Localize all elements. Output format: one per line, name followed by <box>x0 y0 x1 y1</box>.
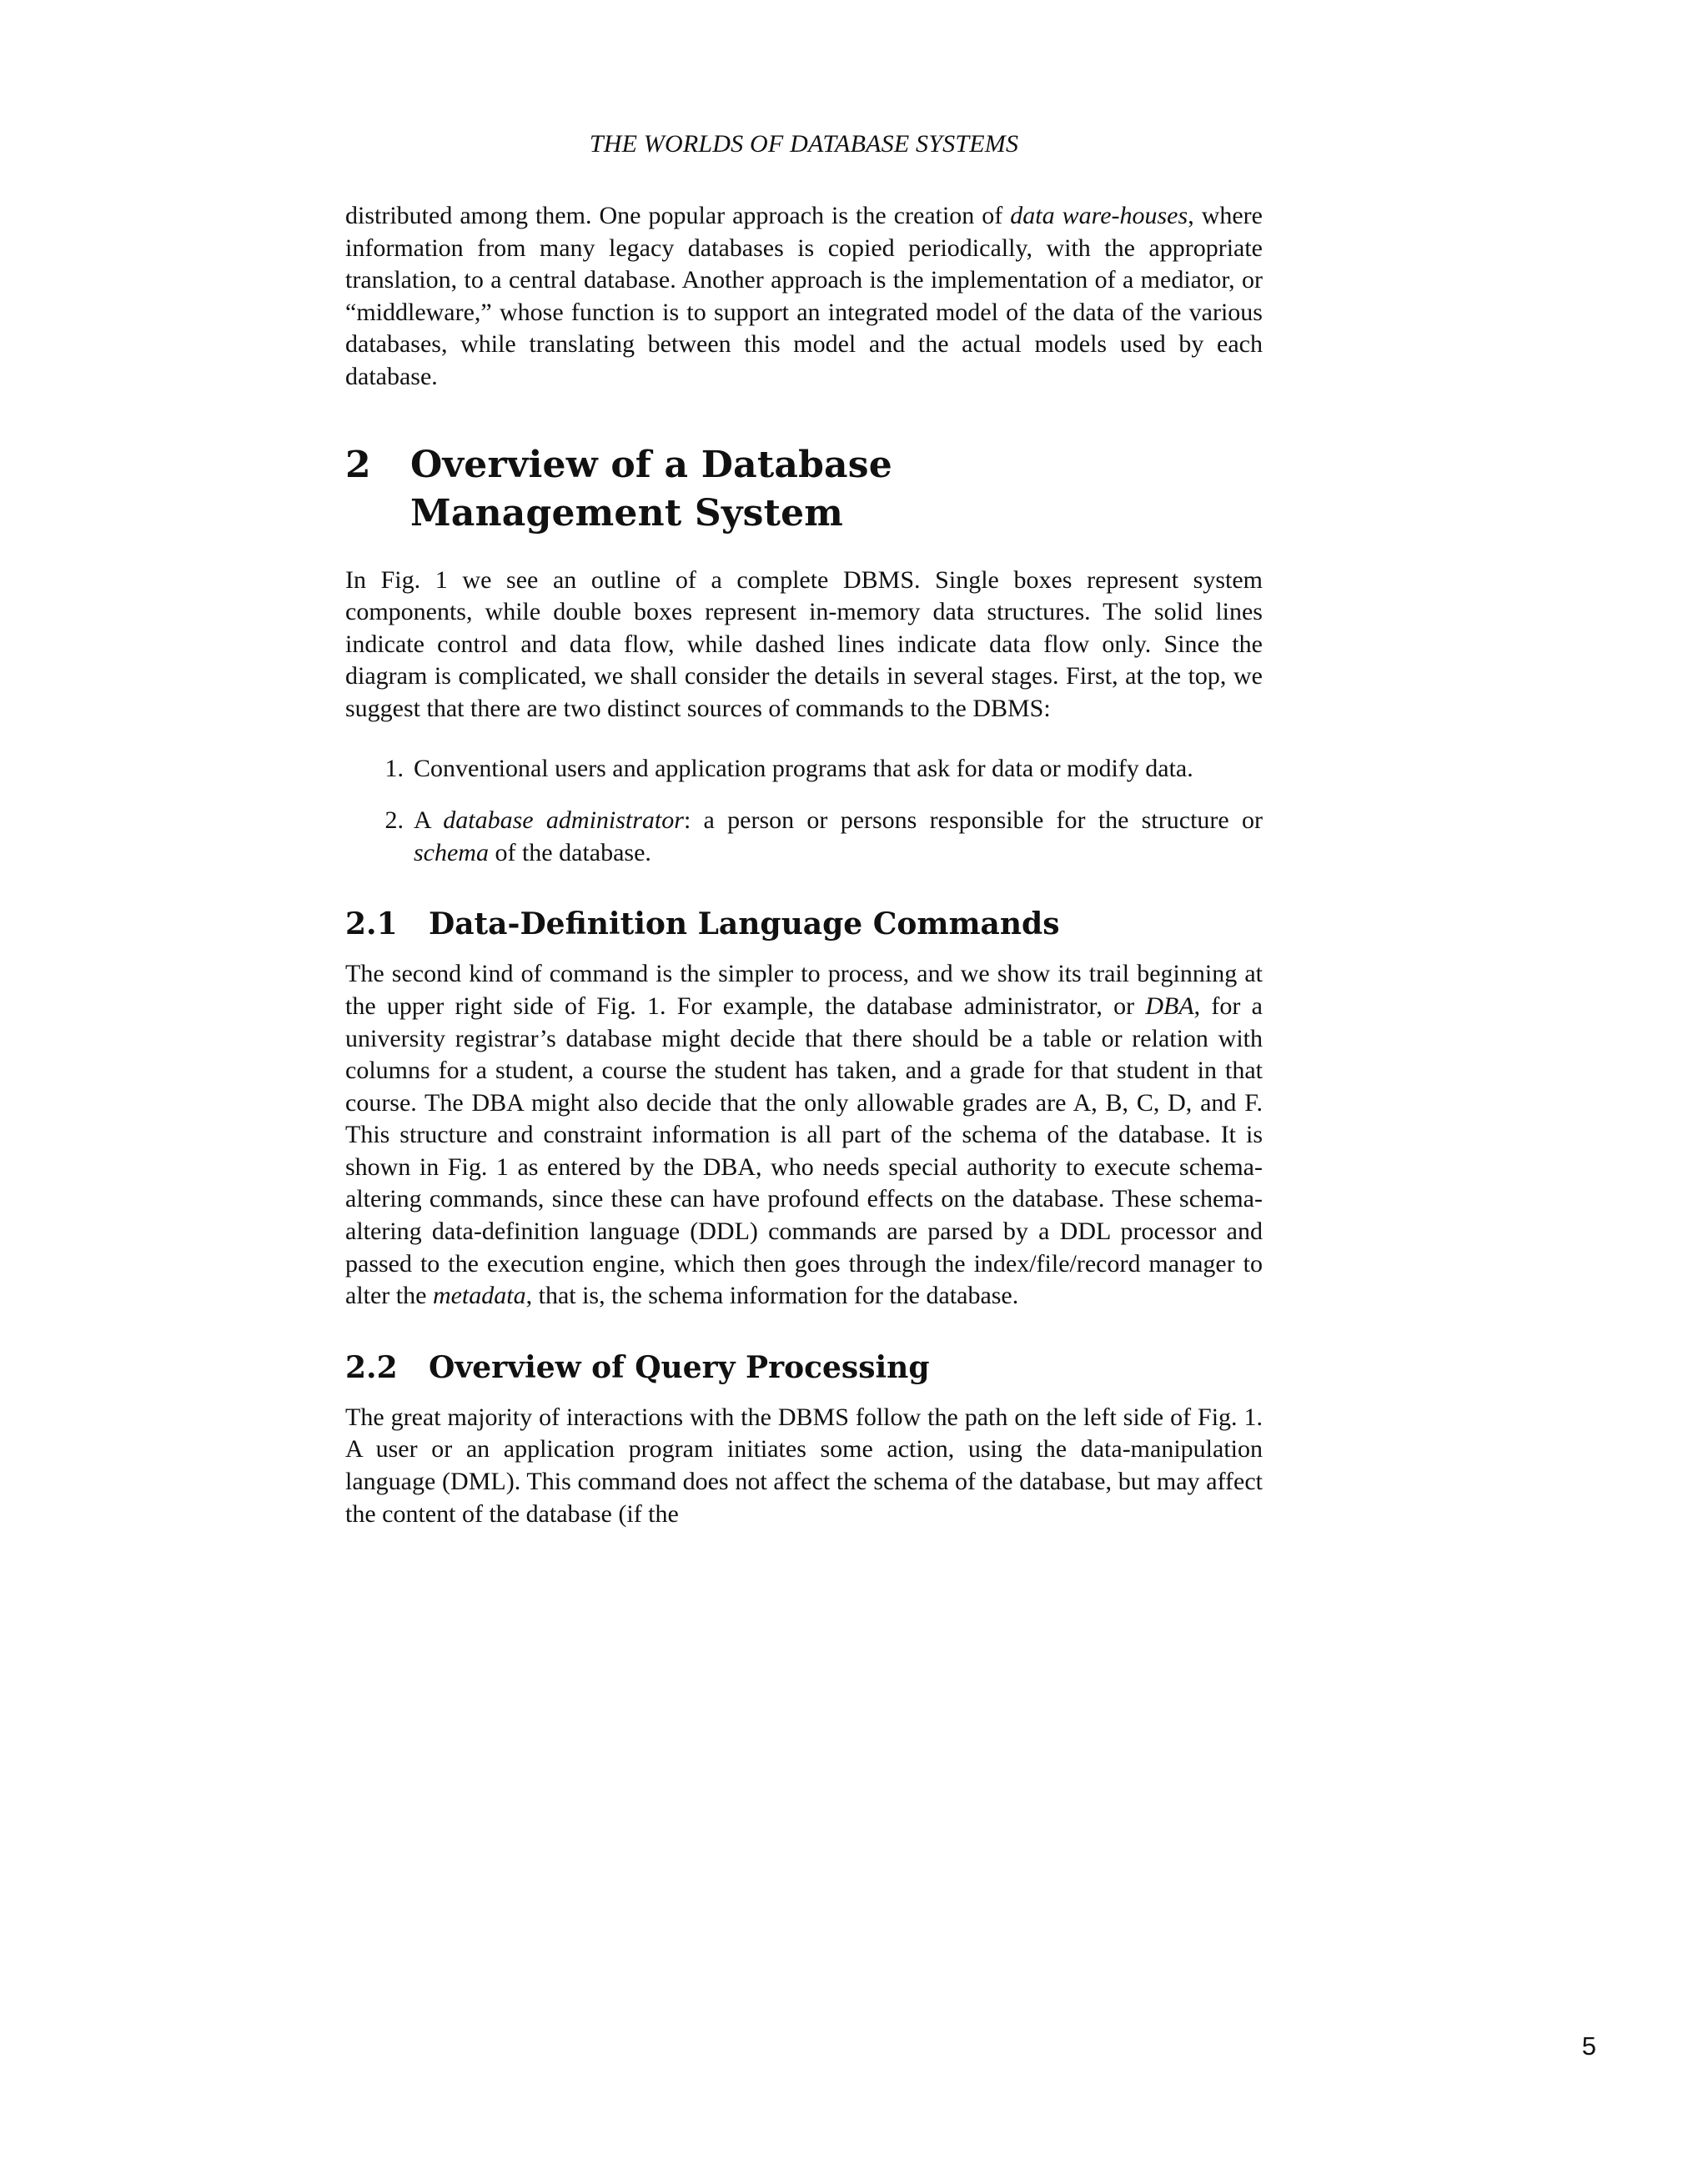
list-marker: 2. <box>384 806 404 835</box>
intro-text-2: , where information from many legacy databases is copied periodically, with the appropriate translation, to a central database. Another approach is the implementation of a mediator, or “middleware,” whose function is to support an integrated model of the data of the various databases, while translating between this model and the actual models used by each database. <box>345 202 1263 390</box>
subsection-heading-2-2 <box>345 1349 1263 1387</box>
subsection-heading-2-1 <box>345 906 1263 943</box>
ddl-text-1: The second kind of command is the simpler to process, and we show its trail beginning at the upper right side of Fig. 1. For example, the database administrator, or <box>345 960 1263 1020</box>
page-number: 5 <box>1581 2031 1596 2061</box>
subsection-title: Overview of Query Processing <box>429 1349 930 1385</box>
list-text-3: of the database. <box>488 838 651 866</box>
list-item <box>345 753 1263 786</box>
ddl-text-2: , for a university registrar’s database might decide that there should be a table or relation with columns for a student, a course the student has taken, and a grade for that student in that course. The DBA might also decide that the only allowable grades are A, B, C, D, and F. This structure and constraint information is all part of the schema of the database. It is shown in Fig. 1 as entered by the DBA, who needs special authority to execute schema-altering commands, since these can have profound effects on the database. These schema-altering data-definition language (DDL) commands are parsed by a DDL processor and passed to the execution engine, which then goes through the index/file/record manager to alter the <box>345 992 1263 1310</box>
list-item-text <box>414 805 1263 869</box>
section-2-paragraph: In Fig. 1 we see an outline of a complete DBMS. Single boxes represent system components, while double boxes represent in-memory data structures. The solid lines indicate control and data flow, while dashed lines indicate data flow only. Since the diagram is complicated, we shall consider the details in several stages. First, at the top, we suggest that there are two distinct sources of commands to the DBMS: <box>345 565 1263 722</box>
page-content <box>345 200 1263 1530</box>
subsection-number: 2.2 <box>345 1349 398 1385</box>
emphasis-dba: DBA <box>1145 992 1194 1020</box>
emphasis-metadata: metadata <box>432 1282 526 1310</box>
section-heading-2 <box>345 441 1263 538</box>
running-head: THE WORLDS OF DATABASE SYSTEMS <box>589 130 1019 158</box>
intro-emphasis-data-warehouses: data ware-houses <box>1010 202 1188 229</box>
emphasis-database-administrator: database administrator <box>443 806 684 835</box>
subsection-title: Data-Definition Language Commands <box>429 906 1060 942</box>
ddl-text-3: , that is, the schema information for the database. <box>525 1282 1019 1310</box>
query-processing-paragraph: The great majority of interactions with the DBMS follow the path on the left side of Fig. 1. A user or an application program initiates some action, using the data-manipulation language (DML). This command does not affect the schema of the database, but may affect the content of the database (if the <box>345 1403 1263 1528</box>
list-marker: 1. <box>384 754 404 782</box>
ddl-commands-paragraph <box>345 958 1263 1313</box>
section-number: 2 <box>345 443 371 486</box>
list-text-2: : a person or persons responsible for the structure or <box>683 806 1263 835</box>
list-item-text: Conventional users and application programs that ask for data or modify data. <box>414 754 1193 782</box>
intro-paragraph <box>345 200 1263 394</box>
emphasis-schema: schema <box>414 838 489 866</box>
list-text-1: A <box>414 806 444 835</box>
subsection-number: 2.1 <box>345 906 398 942</box>
intro-text-1: distributed among them. One popular approach is the creation of <box>345 202 1011 229</box>
command-sources-list <box>345 753 1263 870</box>
section-title: Overview of a Database Management System <box>410 443 892 535</box>
list-item <box>345 805 1263 869</box>
